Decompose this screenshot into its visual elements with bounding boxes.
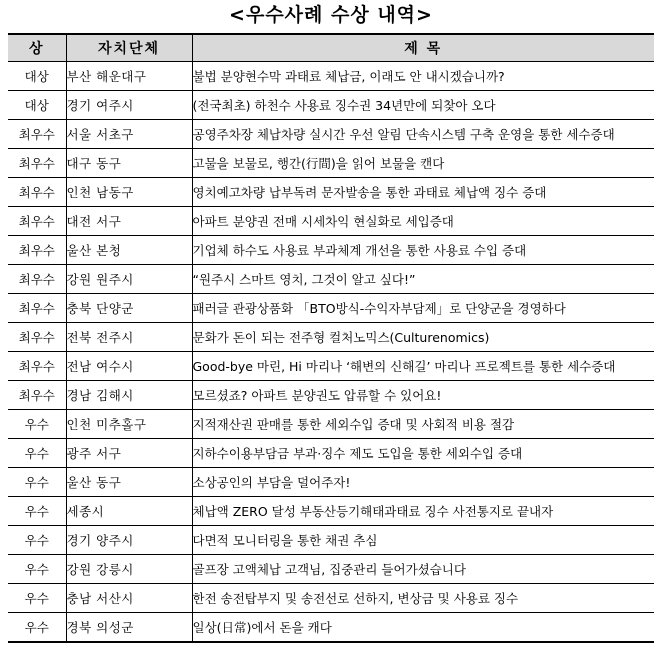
table-row [8, 178, 654, 207]
subject-cell: 한전 송전탑부지 및 송전선로 선하지, 변상금 및 사용료 징수 [192, 584, 654, 613]
region-cell: 경북 의성군 [66, 613, 192, 643]
award-cell: 우수 [8, 613, 66, 643]
region-cell: 인천 미추홀구 [66, 410, 192, 439]
table-row [8, 555, 654, 584]
table-row [8, 91, 654, 120]
award-cell: 최우수 [8, 352, 66, 381]
table-row [8, 236, 654, 265]
subject-cell: 골프장 고액체납 고객님, 집중관리 들어가셨습니다 [192, 555, 654, 584]
award-cell: 우수 [8, 584, 66, 613]
award-cell: 최우수 [8, 294, 66, 323]
table-row [8, 526, 654, 555]
subject-cell: Good-bye 마린, Hi 마리나 ‘해변의 신해길’ 마리나 프로젝트를 통한 세수증대 [192, 352, 654, 381]
award-cell: 우수 [8, 555, 66, 584]
table-row [8, 120, 654, 149]
subject-cell: 문화가 돈이 되는 전주형 컬처노믹스(Culturenomics) [192, 323, 654, 352]
table-row [8, 381, 654, 410]
region-cell: 광주 서구 [66, 439, 192, 468]
award-cell: 우수 [8, 526, 66, 555]
subject-cell: 고물을 보물로, 행간(行間)을 읽어 보물을 캔다 [192, 149, 654, 178]
region-column-header: 자치단체 [66, 34, 192, 62]
award-column-header: 상 [8, 34, 66, 62]
awards-table [8, 33, 654, 643]
subject-cell: 소상공인의 부담을 덜어주자! [192, 468, 654, 497]
region-cell: 강원 강릉시 [66, 555, 192, 584]
award-cell: 대상 [8, 62, 66, 91]
region-cell: 강원 원주시 [66, 265, 192, 294]
region-cell: 충북 단양군 [66, 294, 192, 323]
award-cell: 우수 [8, 468, 66, 497]
subject-cell: 공영주차장 체납차량 실시간 우선 알림 단속시스템 구축 운영을 통한 세수증대 [192, 120, 654, 149]
award-cell: 최우수 [8, 265, 66, 294]
subject-cell: 모르셨죠? 아파트 분양권도 압류할 수 있어요! [192, 381, 654, 410]
table-row [8, 62, 654, 91]
award-cell: 최우수 [8, 323, 66, 352]
region-cell: 울산 본청 [66, 236, 192, 265]
region-cell: 경기 양주시 [66, 526, 192, 555]
award-cell: 우수 [8, 439, 66, 468]
table-row [8, 468, 654, 497]
subject-cell: 지적재산권 판매를 통한 세외수입 증대 및 사회적 비용 절감 [192, 410, 654, 439]
table-row [8, 294, 654, 323]
table-row [8, 265, 654, 294]
region-cell: 울산 동구 [66, 468, 192, 497]
table-row [8, 584, 654, 613]
award-cell: 최우수 [8, 178, 66, 207]
award-cell: 최우수 [8, 207, 66, 236]
table-row [8, 497, 654, 526]
table-header-row [8, 34, 654, 62]
region-cell: 전남 여수시 [66, 352, 192, 381]
table-row [8, 410, 654, 439]
region-cell: 인천 남동구 [66, 178, 192, 207]
page-title: <우수사례 수상 내역> [229, 4, 433, 26]
award-cell: 최우수 [8, 381, 66, 410]
table-row [8, 323, 654, 352]
award-cell: 우수 [8, 410, 66, 439]
region-cell: 경남 김해시 [66, 381, 192, 410]
region-cell: 전북 전주시 [66, 323, 192, 352]
subject-cell: 기업체 하수도 사용료 부과체계 개선을 통한 사용료 수입 증대 [192, 236, 654, 265]
region-cell: 대전 서구 [66, 207, 192, 236]
subject-cell: 체납액 ZERO 달성 부동산등기해태과태료 징수 사전통지로 끝내자 [192, 497, 654, 526]
table-row [8, 439, 654, 468]
subject-cell: 불법 분양현수막 과태료 체납금, 이래도 안 내시겠습니까? [192, 62, 654, 91]
region-cell: 부산 해운대구 [66, 62, 192, 91]
subject-cell: 일상(日常)에서 돈을 캐다 [192, 613, 654, 643]
award-cell: 최우수 [8, 120, 66, 149]
award-cell: 최우수 [8, 149, 66, 178]
subject-column-header: 제 목 [192, 34, 654, 62]
subject-cell: 영치예고차량 납부독려 문자발송을 통한 과태료 체납액 징수 증대 [192, 178, 654, 207]
table-row [8, 613, 654, 643]
subject-cell: 다면적 모니터링을 통한 채권 추심 [192, 526, 654, 555]
subject-cell: 지하수이용부담금 부과·징수 제도 도입을 통한 세외수입 증대 [192, 439, 654, 468]
table-row [8, 352, 654, 381]
region-cell: 대구 동구 [66, 149, 192, 178]
award-cell: 대상 [8, 91, 66, 120]
region-cell: 세종시 [66, 497, 192, 526]
subject-cell: 패러글 관광상품화 「BTO방식-수익자부담제」로 단양군을 경영하다 [192, 294, 654, 323]
table-row [8, 149, 654, 178]
region-cell: 경기 여주시 [66, 91, 192, 120]
subject-cell: 아파트 분양권 전매 시세차익 현실화로 세입증대 [192, 207, 654, 236]
region-cell: 충남 서산시 [66, 584, 192, 613]
subject-cell: “원주시 스마트 영치, 그것이 알고 싶다!” [192, 265, 654, 294]
table-row [8, 207, 654, 236]
region-cell: 서울 서초구 [66, 120, 192, 149]
subject-cell: (전국최초) 하천수 사용료 징수권 34년만에 되찾아 오다 [192, 91, 654, 120]
award-cell: 최우수 [8, 236, 66, 265]
award-cell: 우수 [8, 497, 66, 526]
